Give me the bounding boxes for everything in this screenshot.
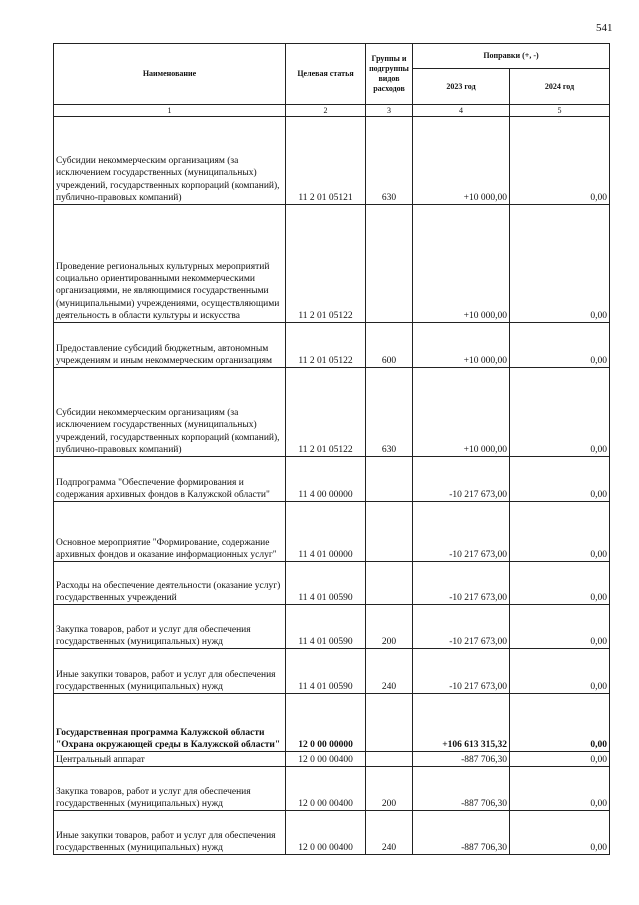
row-amount-2023: +10 000,00 [413, 323, 510, 368]
header-amendments: Поправки (+, -) [413, 44, 610, 69]
column-number: 3 [366, 105, 413, 117]
row-amount-2023: -10 217 673,00 [413, 605, 510, 649]
row-expense-group: 200 [366, 605, 413, 649]
row-expense-group: 240 [366, 649, 413, 694]
row-target-article: 11 4 01 00590 [286, 649, 366, 694]
row-expense-group [366, 457, 413, 502]
row-amount-2024: 0,00 [510, 649, 610, 694]
row-name: Субсидии некоммерческим организациям (за исключением государственных (муниципальных) учреждений, государственных корпораций (компаний), публично-правовых компаний) [54, 368, 286, 457]
row-target-article: 12 0 00 00400 [286, 752, 366, 767]
row-expense-group: 630 [366, 117, 413, 205]
table-row [54, 368, 610, 457]
row-expense-group: 200 [366, 767, 413, 811]
column-number: 2 [286, 105, 366, 117]
row-name: Субсидии некоммерческим организациям (за исключением государственных (муниципальных) учреждений, государственных корпораций (компаний), публично-правовых компаний) [54, 117, 286, 205]
row-expense-group [366, 752, 413, 767]
row-amount-2023: -10 217 673,00 [413, 502, 510, 562]
row-target-article: 11 2 01 05121 [286, 117, 366, 205]
row-amount-2024: 0,00 [510, 323, 610, 368]
row-name: Основное мероприятие "Формирование, содержание архивных фондов и оказание информационных услуг" [54, 502, 286, 562]
row-target-article: 11 4 01 00590 [286, 605, 366, 649]
table-row [54, 605, 610, 649]
row-amount-2024: 0,00 [510, 205, 610, 323]
row-amount-2024: 0,00 [510, 117, 610, 205]
table-row [54, 811, 610, 855]
table-row [54, 205, 610, 323]
row-amount-2024: 0,00 [510, 562, 610, 605]
row-expense-group: 600 [366, 323, 413, 368]
row-amount-2023: -10 217 673,00 [413, 457, 510, 502]
row-target-article: 11 2 01 05122 [286, 323, 366, 368]
row-amount-2023: -10 217 673,00 [413, 649, 510, 694]
row-name: Подпрограмма "Обеспечение формирования и содержания архивных фондов в Калужской области" [54, 457, 286, 502]
row-name: Проведение региональных культурных мероприятий социально ориентированными некоммерческими организациями, не являющимися государственными (муниципальными) учреждениями, осуществляющими деятельность в области культуры и искусства [54, 205, 286, 323]
row-amount-2024: 0,00 [510, 502, 610, 562]
row-amount-2023: +10 000,00 [413, 368, 510, 457]
header-expense-groups: Группы и подгруппы видов расходов [366, 44, 413, 105]
table-row [54, 323, 610, 368]
row-amount-2023: +10 000,00 [413, 117, 510, 205]
row-expense-group [366, 694, 413, 752]
row-expense-group: 240 [366, 811, 413, 855]
header-name: Наименование [54, 44, 286, 105]
table-row [54, 767, 610, 811]
row-amount-2024: 0,00 [510, 811, 610, 855]
row-expense-group [366, 205, 413, 323]
row-name: Государственная программа Калужской области "Охрана окружающей среды в Калужской области" [54, 694, 286, 752]
row-target-article: 11 4 01 00590 [286, 562, 366, 605]
row-target-article: 12 0 00 00400 [286, 811, 366, 855]
row-name: Закупка товаров, работ и услуг для обеспечения государственных (муниципальных) нужд [54, 605, 286, 649]
column-number: 5 [510, 105, 610, 117]
header-year-2024: 2024 год [510, 69, 610, 105]
row-expense-group [366, 502, 413, 562]
header-year-2023: 2023 год [413, 69, 510, 105]
row-amount-2024: 0,00 [510, 457, 610, 502]
row-amount-2023: -887 706,30 [413, 767, 510, 811]
row-target-article: 11 4 01 00000 [286, 502, 366, 562]
row-name: Закупка товаров, работ и услуг для обеспечения государственных (муниципальных) нужд [54, 767, 286, 811]
row-target-article: 12 0 00 00400 [286, 767, 366, 811]
column-number: 4 [413, 105, 510, 117]
row-expense-group: 630 [366, 368, 413, 457]
row-expense-group [366, 562, 413, 605]
table-row [54, 502, 610, 562]
row-target-article: 11 2 01 05122 [286, 205, 366, 323]
column-number: 1 [54, 105, 286, 117]
row-amount-2023: +106 613 315,32 [413, 694, 510, 752]
row-amount-2024: 0,00 [510, 694, 610, 752]
row-amount-2023: +10 000,00 [413, 205, 510, 323]
row-amount-2023: -10 217 673,00 [413, 562, 510, 605]
row-name: Центральный аппарат [54, 752, 286, 767]
row-name: Расходы на обеспечение деятельности (оказание услуг) государственных учреждений [54, 562, 286, 605]
row-name: Иные закупки товаров, работ и услуг для обеспечения государственных (муниципальных) нужд [54, 811, 286, 855]
row-amount-2024: 0,00 [510, 605, 610, 649]
table-row [54, 752, 610, 767]
page-number: 541 [596, 22, 613, 34]
row-amount-2024: 0,00 [510, 767, 610, 811]
row-target-article: 11 2 01 05122 [286, 368, 366, 457]
row-amount-2024: 0,00 [510, 368, 610, 457]
row-name: Предоставление субсидий бюджетным, автономным учреждениям и иным некоммерческим организациям [54, 323, 286, 368]
row-amount-2024: 0,00 [510, 752, 610, 767]
table-row [54, 562, 610, 605]
table-row [54, 117, 610, 205]
row-name: Иные закупки товаров, работ и услуг для обеспечения государственных (муниципальных) нужд [54, 649, 286, 694]
row-target-article: 12 0 00 00000 [286, 694, 366, 752]
row-amount-2023: -887 706,30 [413, 811, 510, 855]
row-amount-2023: -887 706,30 [413, 752, 510, 767]
budget-amendments-table [53, 43, 610, 855]
row-target-article: 11 4 00 00000 [286, 457, 366, 502]
table-row [54, 457, 610, 502]
table-row [54, 694, 610, 752]
header-target-article: Целевая статья [286, 44, 366, 105]
table-row [54, 649, 610, 694]
